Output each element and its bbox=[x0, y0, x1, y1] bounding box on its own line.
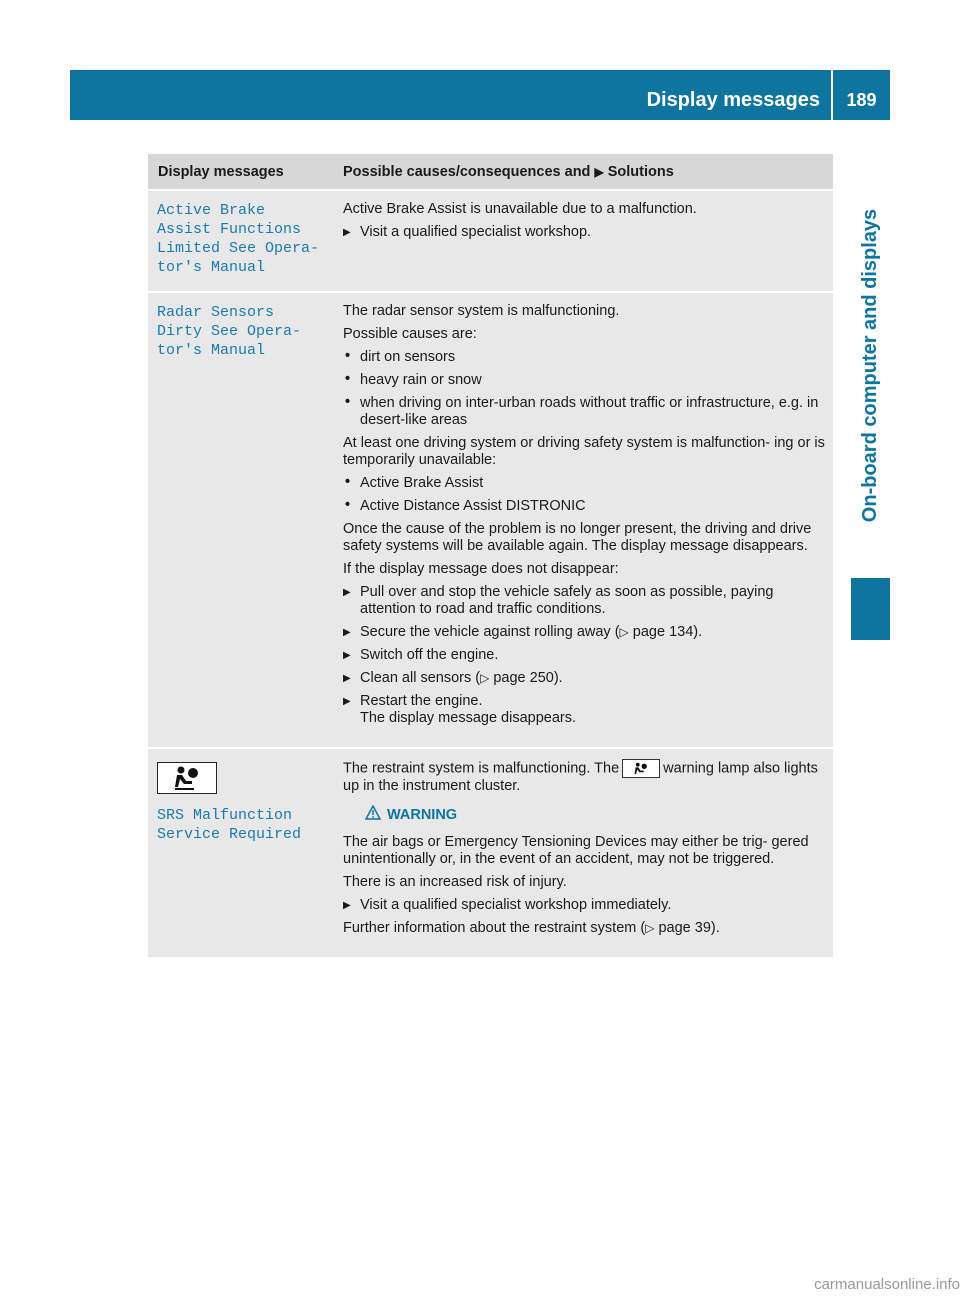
page-reference: page 250). bbox=[493, 670, 563, 686]
solution-step bbox=[343, 624, 825, 641]
cause-text: If the display message does not disappear: bbox=[343, 561, 619, 577]
display-message-text: SRS Malfunction Service Required bbox=[157, 807, 302, 843]
airbag-warning-icon bbox=[622, 759, 660, 778]
list-item: • Active Distance Assist DISTRONIC bbox=[343, 498, 825, 515]
side-chapter-label bbox=[851, 130, 890, 600]
solution-step: ▶ Switch off the engine. bbox=[343, 647, 825, 664]
warning-heading bbox=[365, 805, 825, 824]
solution-cell bbox=[333, 748, 833, 957]
display-messages-table bbox=[148, 154, 833, 957]
warning-text: The air bags or Emergency Tensioning Devices may either be trig‐ gered unintentionally or, in the event of an accident, may not be triggered. bbox=[343, 834, 809, 867]
column-header-messages: Display messages bbox=[148, 154, 333, 190]
page-title: Display messages bbox=[646, 89, 820, 111]
cause-text: The radar sensor system is malfunctioning. bbox=[343, 303, 620, 319]
watermark: carmanualsonline.info bbox=[814, 1276, 960, 1293]
cause-text-a: The restraint system is malfunctioning. The bbox=[343, 760, 620, 777]
display-message-text: Radar Sensors Dirty See Opera‐ tor's Manual bbox=[157, 304, 302, 359]
column-header-solutions-text-b: Solutions bbox=[607, 163, 674, 180]
step-text: Secure the vehicle against rolling away ( bbox=[360, 624, 620, 640]
page-number: 189 bbox=[846, 90, 877, 110]
cause-text: Active Brake Assist is unavailable due to a malfunction. bbox=[343, 201, 697, 217]
table-row bbox=[148, 190, 833, 292]
list-item: • heavy rain or snow bbox=[343, 372, 825, 389]
page-reference-icon: ▷ bbox=[619, 625, 629, 639]
step-arrow-icon: ▶ bbox=[594, 164, 604, 179]
reference-text-a: Further information about the restraint system ( bbox=[343, 920, 646, 936]
page-reference: page 134). bbox=[632, 624, 703, 640]
solution-cell bbox=[333, 190, 833, 292]
side-chapter-tab bbox=[851, 578, 890, 640]
side-chapter-text: On-board computer and displays bbox=[859, 208, 882, 522]
table-row bbox=[148, 748, 833, 957]
solution-step: ▶ Visit a qualified specialist workshop immediately. bbox=[343, 897, 825, 914]
step-text: Restart the engine. bbox=[360, 693, 483, 709]
list-item: • dirt on sensors bbox=[343, 349, 825, 366]
page-reference-icon: ▷ bbox=[645, 921, 655, 935]
list-item: • Active Brake Assist bbox=[343, 475, 825, 492]
airbag-warning-icon bbox=[157, 762, 217, 794]
message-cell bbox=[148, 748, 333, 957]
solution-step bbox=[343, 693, 825, 727]
column-header-solutions bbox=[333, 154, 833, 190]
warning-label: WARNING bbox=[387, 806, 458, 823]
column-header-solutions-text: Possible causes/consequences and bbox=[343, 163, 591, 180]
cause-text-b: warning lamp also lights up in the instrument cluster. bbox=[343, 760, 818, 794]
list-item: • when driving on inter-urban roads without traffic or infrastructure, e.g. in desert-like areas bbox=[343, 395, 825, 429]
cause-text bbox=[343, 759, 825, 795]
warning-text: There is an increased risk of injury. bbox=[343, 874, 567, 890]
step-text: Clean all sensors ( bbox=[360, 670, 481, 686]
page-reference: page 39). bbox=[658, 920, 720, 936]
page-reference-icon: ▷ bbox=[480, 671, 490, 685]
solution-cell bbox=[333, 292, 833, 748]
cause-text: Once the cause of the problem is no longer present, the driving and drive safety systems will be available again. The display message disappears. bbox=[343, 521, 812, 554]
table-header-row bbox=[148, 154, 833, 190]
table-row bbox=[148, 292, 833, 748]
cause-text: Possible causes are: bbox=[343, 326, 477, 342]
solution-step: ▶ Pull over and stop the vehicle safely as soon as possible, paying attention to road and traffic conditions. bbox=[343, 584, 825, 618]
solution-step: ▶ Visit a qualified specialist workshop. bbox=[343, 224, 825, 241]
step-result: The display message disappears. bbox=[360, 710, 577, 726]
message-cell bbox=[148, 292, 333, 748]
reference-text bbox=[343, 920, 825, 937]
display-message-text: Active Brake Assist Functions Limited See Opera‐ tor's Manual bbox=[157, 202, 320, 276]
message-cell bbox=[148, 190, 333, 292]
cause-text: At least one driving system or driving safety system is malfunction‐ ing or is temporarily unavailable: bbox=[343, 435, 825, 468]
solution-step bbox=[343, 670, 825, 687]
warning-triangle-icon bbox=[365, 805, 381, 824]
